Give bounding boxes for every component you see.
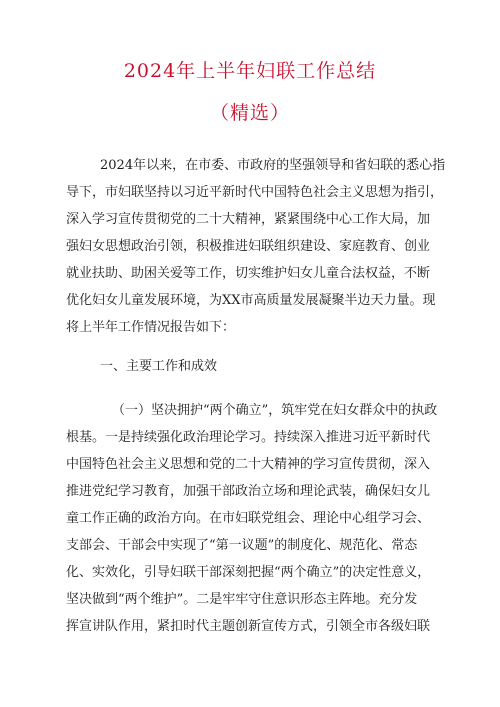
paragraph-line: 挥宣讲队作用，紧扣时代主题创新宣传方式，引领全市各级妇联	[66, 619, 431, 634]
paragraph-line: 就业扶助、助困关爱等工作，切实维护妇女儿童合法权益，不断	[66, 266, 431, 281]
paragraph-line: 2024年以来，在市委、市政府的坚强领导和省妇联的悉心指	[100, 158, 446, 173]
paragraph-line: 优化妇女儿童发展环境，为XX市高质量发展凝聚半边天力量。现	[66, 293, 436, 308]
document-subtitle: （精选）	[209, 102, 290, 124]
paragraph-line: 将上半年工作情况报告如下：	[66, 320, 236, 335]
paragraph-line: 深入学习宣传贯彻党的二十大精神，紧紧围绕中心工作大局，加	[66, 212, 431, 227]
paragraph-line: （一）坚决拥护“两个确立”，筑牢党在妇女群众中的执政	[112, 403, 438, 418]
paragraph-line: 推进党纪学习教育，加强干部政治立场和理论武装，确保妇女儿	[66, 484, 431, 499]
paragraph-line: 童工作正确的政治方向。在市妇联党组会、理论中心组学习会、	[66, 511, 431, 526]
paragraph-line: 根基。一是持续强化政治理论学习。持续深入推进习近平新时代	[66, 430, 431, 445]
paragraph-line: 支部会、干部会中实现了“第一议题”的制度化、规范化、常态	[66, 538, 418, 553]
section-heading: 一、主要工作和成效	[100, 359, 218, 374]
paragraph-line: 导下，市妇联坚持以习近平新时代中国特色社会主义思想为指引，	[66, 185, 444, 200]
paragraph-line: 中国特色社会主义思想和党的二十大精神的学习宣传贯彻，深入	[66, 457, 431, 472]
paragraph-line: 强妇女思想政治引领，积极推进妇联组织建设、家庭教育、创业	[66, 239, 431, 254]
paragraph-line: 坚决做到“两个维护”。二是牢牢守住意识形态主阵地。充分发	[66, 592, 418, 607]
paragraph-line: 化、实效化，引导妇联干部深刻把握“两个确立”的决定性意义，	[66, 565, 431, 580]
document-title: 2024年上半年妇联工作总结	[123, 60, 377, 82]
